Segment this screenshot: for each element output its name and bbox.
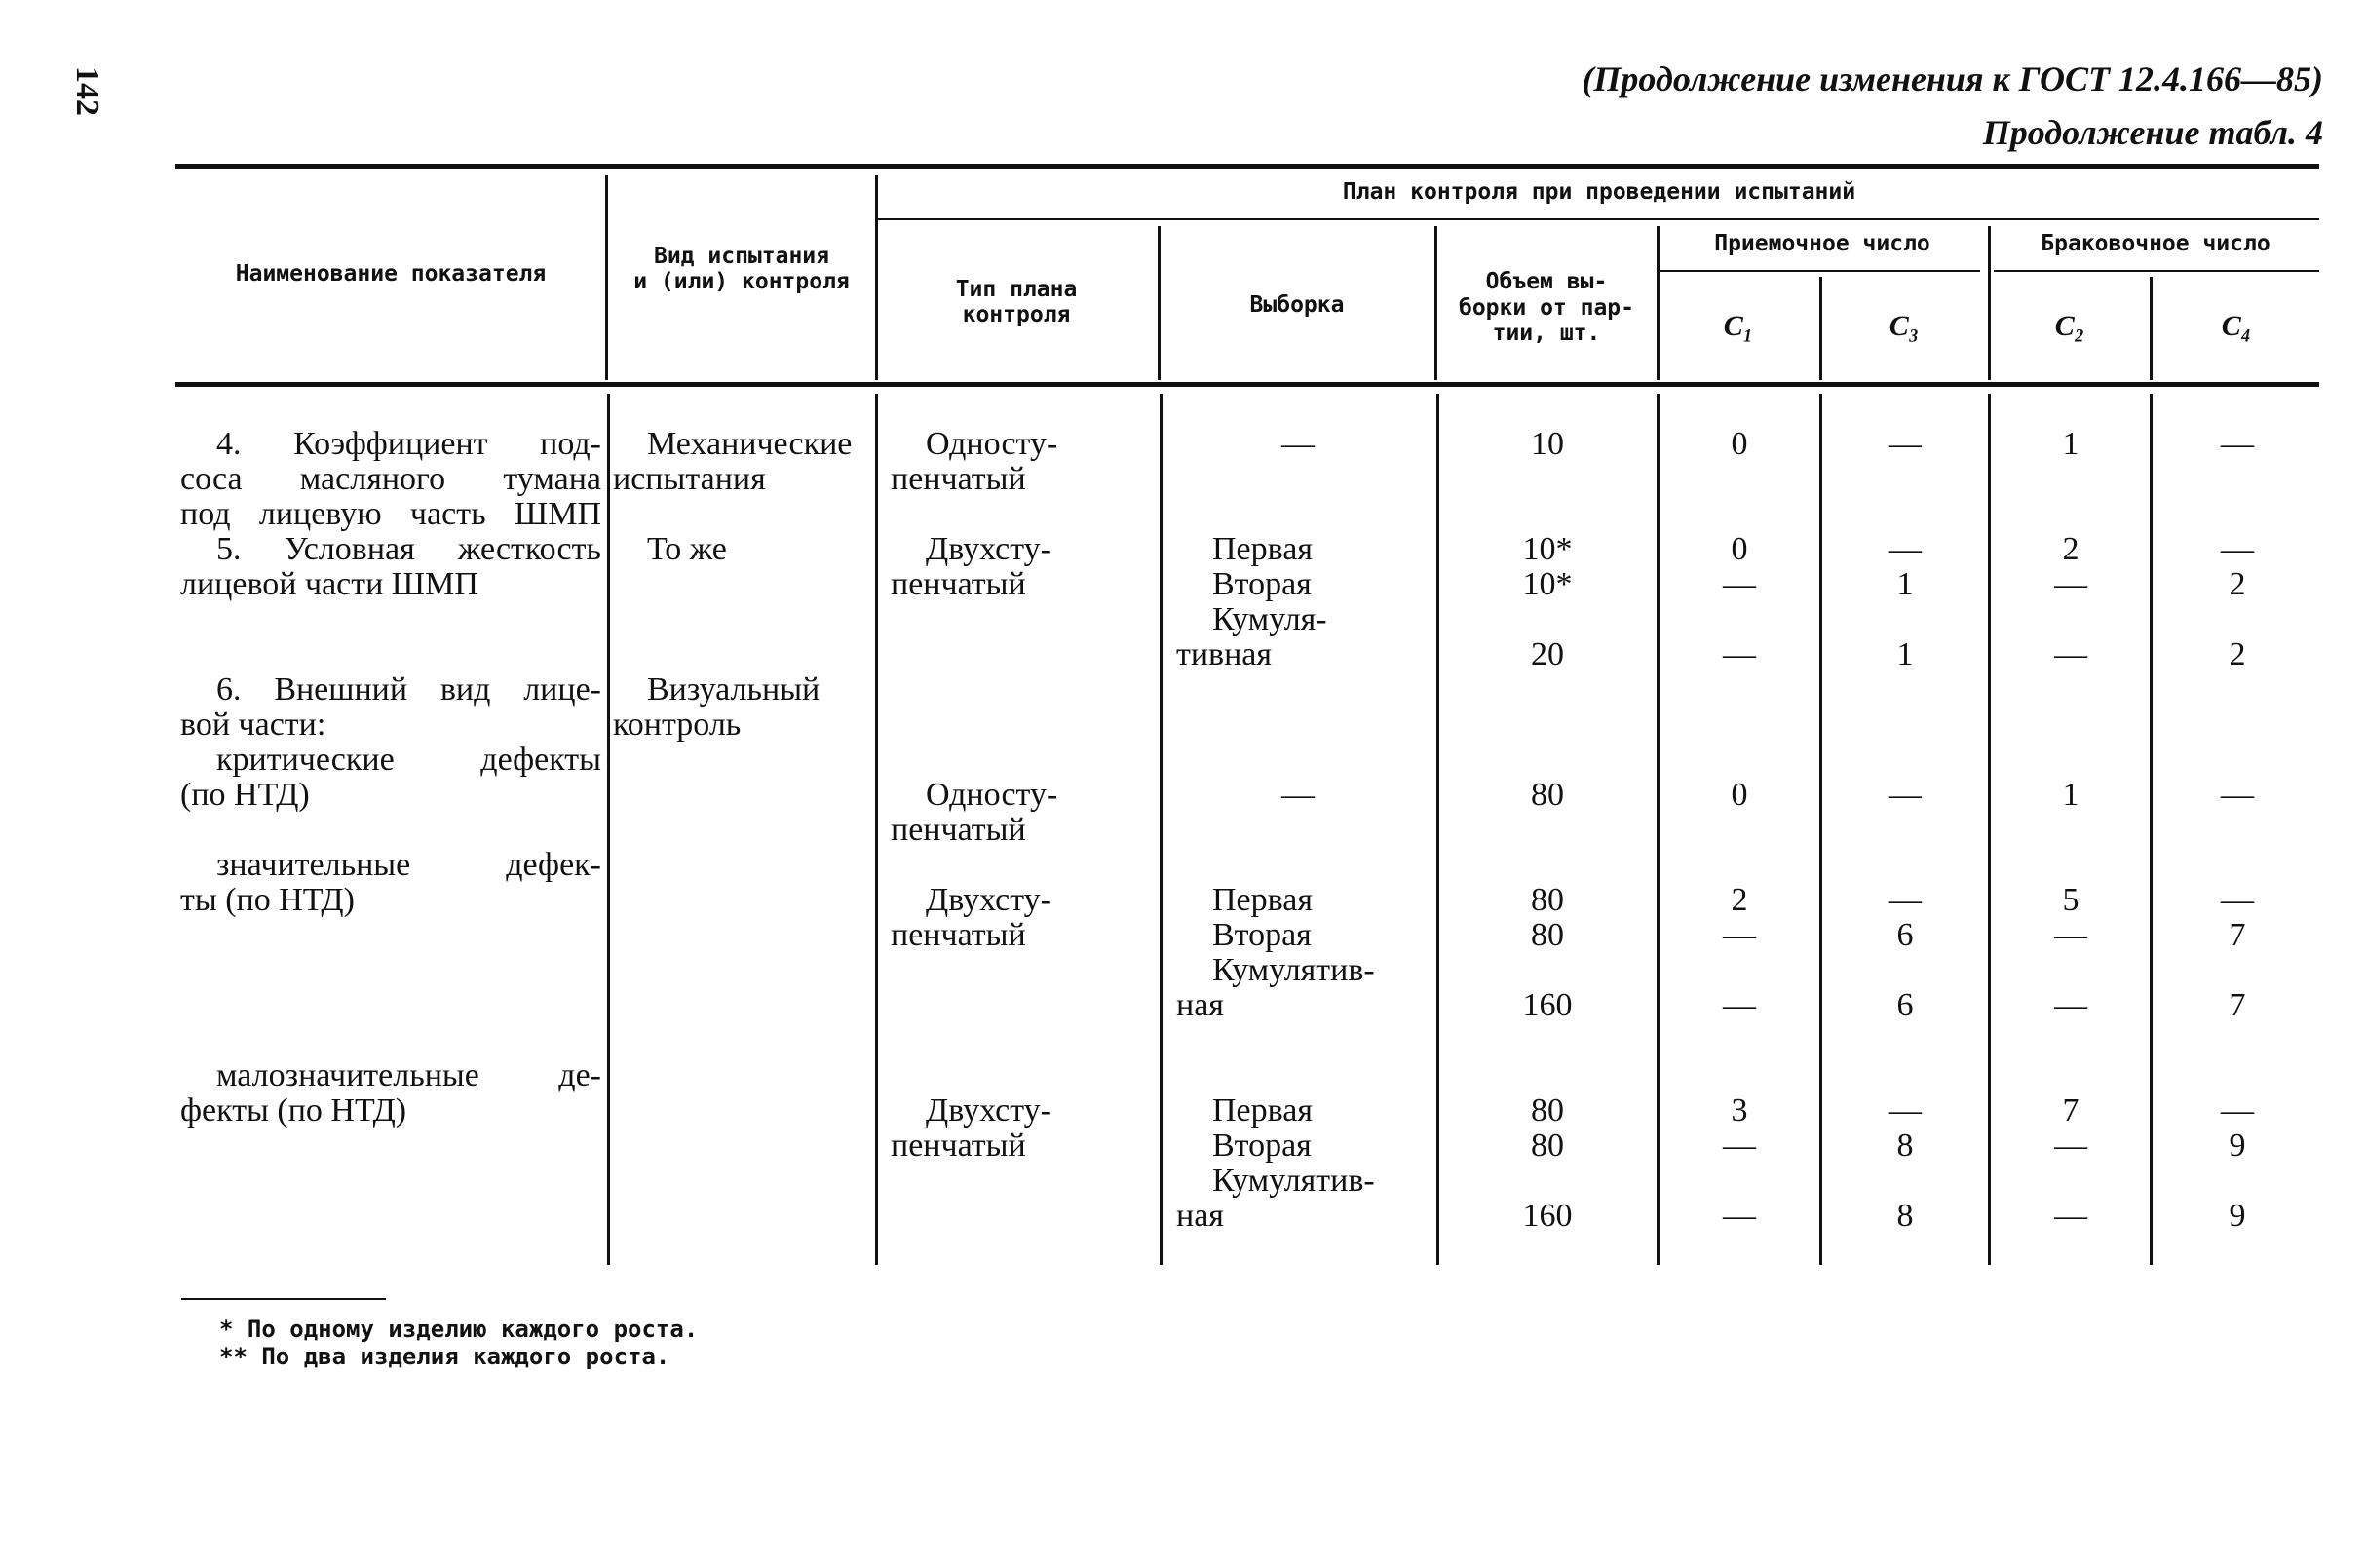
indicator-line: 6. Внешний вид лице- [216, 671, 601, 708]
c1-cell: — [1723, 987, 1756, 1023]
sample-line: — [1281, 777, 1315, 813]
c3-cell: 6 [1896, 917, 1914, 953]
c3-cell: 8 [1896, 1128, 1914, 1164]
c2-cell: — [2054, 1198, 2087, 1234]
test-type-line: То же [647, 531, 727, 567]
c2-cell: — [2054, 987, 2087, 1023]
c3-cell: — [1889, 1092, 1922, 1128]
c2-cell: 7 [2062, 1092, 2080, 1128]
plan-type-line: пенчатый [891, 917, 1026, 953]
c4-cell: 9 [2229, 1128, 2246, 1164]
sample-line: ная [1176, 1198, 1224, 1234]
c2-cell: — [2054, 1128, 2087, 1164]
header-c4: C₄ [2221, 309, 2252, 342]
sample-line: тивная [1176, 636, 1273, 672]
c2-cell: 1 [2062, 777, 2080, 813]
header-test-type: Вид испытания и (или) контроля [633, 243, 850, 294]
c1-cell: 0 [1731, 426, 1748, 462]
sample-volume-cell: 10* [1522, 531, 1573, 567]
sample-line: ная [1176, 987, 1224, 1023]
sample-volume-cell: 80 [1531, 777, 1564, 813]
plan-type-line: Двухсту- [926, 531, 1051, 567]
sample-volume-cell: 80 [1531, 1092, 1564, 1128]
indicator-line: значительные дефек- [216, 847, 601, 883]
c4-cell: 2 [2229, 636, 2246, 672]
indicator-line: фекты (по НТД) [180, 1092, 407, 1128]
header-indicator: Наименование показателя [235, 260, 547, 287]
test-type-line: Визуальный [647, 671, 820, 708]
indicator-line: вой части: [180, 707, 326, 743]
indicator-line: критические дефекты [216, 742, 601, 778]
indicator-line: ты (по НТД) [180, 882, 355, 918]
c3-cell: 8 [1896, 1198, 1914, 1234]
c1-cell: 3 [1731, 1092, 1748, 1128]
sample-volume-cell: 10* [1522, 566, 1573, 602]
header-control-plan: План контроля при проведении испытаний [1342, 178, 1856, 205]
c1-cell: 0 [1731, 777, 1748, 813]
page-number: 142 [69, 66, 105, 116]
sample-line: Первая [1212, 882, 1313, 918]
c4-cell: — [2221, 777, 2254, 813]
c2-cell: — [2054, 636, 2087, 672]
sample-volume-cell: 80 [1531, 1128, 1564, 1164]
c4-cell: — [2221, 426, 2254, 462]
test-type-line: испытания [613, 461, 766, 497]
c4-cell: 7 [2229, 987, 2246, 1023]
c4-cell: 9 [2229, 1198, 2246, 1234]
c2-cell: — [2054, 566, 2087, 602]
c2-cell: 1 [2062, 426, 2080, 462]
c1-cell: — [1723, 636, 1756, 672]
plan-type-line: Двухсту- [926, 882, 1051, 918]
footnote: ** По два изделия каждого роста. [219, 1343, 670, 1370]
header-rejection-number: Браковочное число [2041, 230, 2271, 256]
c3-cell: — [1889, 882, 1922, 918]
header-plan-type: Тип плана контроля [955, 276, 1078, 327]
document-header: (Продолжение изменения к ГОСТ 12.4.166—85) [1582, 59, 2323, 98]
sample-line: Первая [1212, 531, 1313, 567]
sample-line: — [1281, 426, 1315, 462]
test-type-line: Механические [647, 426, 853, 462]
sample-line: Первая [1212, 1092, 1313, 1128]
c4-cell: — [2221, 882, 2254, 918]
c3-cell: — [1889, 426, 1922, 462]
c4-cell: 2 [2229, 566, 2246, 602]
indicator-line: 5. Условная жесткость [216, 531, 601, 567]
sample-line: Кумулятив- [1212, 1163, 1375, 1199]
sample-volume-cell: 20 [1531, 636, 1564, 672]
c1-cell: — [1723, 1198, 1756, 1234]
plan-type-line: пенчатый [891, 1128, 1026, 1164]
indicator-line: соса масляного тумана [180, 461, 601, 497]
c2-cell: — [2054, 917, 2087, 953]
c4-cell: 7 [2229, 917, 2246, 953]
sample-line: Кумулятив- [1212, 952, 1375, 988]
c1-cell: — [1723, 566, 1756, 602]
indicator-line: 4. Коэффициент под- [216, 426, 601, 462]
sample-volume-cell: 160 [1522, 1198, 1573, 1234]
c1-cell: — [1723, 1128, 1756, 1164]
indicator-line: лицевой части ШМП [180, 566, 478, 602]
test-type-line: контроль [613, 707, 742, 743]
header-c2: C₂ [2054, 309, 2085, 342]
sample-volume-cell: 80 [1531, 917, 1564, 953]
header-sample: Выборка [1249, 291, 1345, 318]
plan-type-line: пенчатый [891, 566, 1026, 602]
plan-type-line: пенчатый [891, 461, 1026, 497]
indicator-line: под лицевую часть ШМП [180, 496, 601, 532]
plan-type-line: Односту- [926, 777, 1058, 813]
c1-cell: 2 [1731, 882, 1748, 918]
sample-volume-cell: 10 [1531, 426, 1564, 462]
footnote: * По одному изделию каждого роста. [219, 1316, 699, 1343]
sample-volume-cell: 160 [1522, 987, 1573, 1023]
table-continuation-label: Продолжение табл. 4 [1982, 113, 2323, 152]
indicator-line: малозначительные де- [216, 1057, 601, 1093]
c4-cell: — [2221, 531, 2254, 567]
footnote-divider [181, 1298, 386, 1300]
header-c3: C₃ [1889, 309, 1920, 342]
header-acceptance-number: Приемочное число [1714, 230, 1930, 256]
c3-cell: 1 [1896, 566, 1914, 602]
c4-cell: — [2221, 1092, 2254, 1128]
c3-cell: — [1889, 777, 1922, 813]
sample-line: Вторая [1212, 566, 1312, 602]
header-sample-volume: Объем вы- борки от пар- тии, шт. [1458, 269, 1634, 347]
plan-type-line: Односту- [926, 426, 1058, 462]
c3-cell: — [1889, 531, 1922, 567]
c3-cell: 1 [1896, 636, 1914, 672]
c1-cell: — [1723, 917, 1756, 953]
sample-volume-cell: 80 [1531, 882, 1564, 918]
c2-cell: 2 [2062, 531, 2080, 567]
plan-type-line: Двухсту- [926, 1092, 1051, 1128]
sample-line: Вторая [1212, 1128, 1312, 1164]
sample-line: Кумуля- [1212, 601, 1327, 637]
c1-cell: 0 [1731, 531, 1748, 567]
c3-cell: 6 [1896, 987, 1914, 1023]
header-c1: C₁ [1723, 309, 1754, 342]
indicator-line: (по НТД) [180, 777, 310, 813]
sample-line: Вторая [1212, 917, 1312, 953]
plan-type-line: пенчатый [891, 812, 1026, 848]
c2-cell: 5 [2062, 882, 2080, 918]
